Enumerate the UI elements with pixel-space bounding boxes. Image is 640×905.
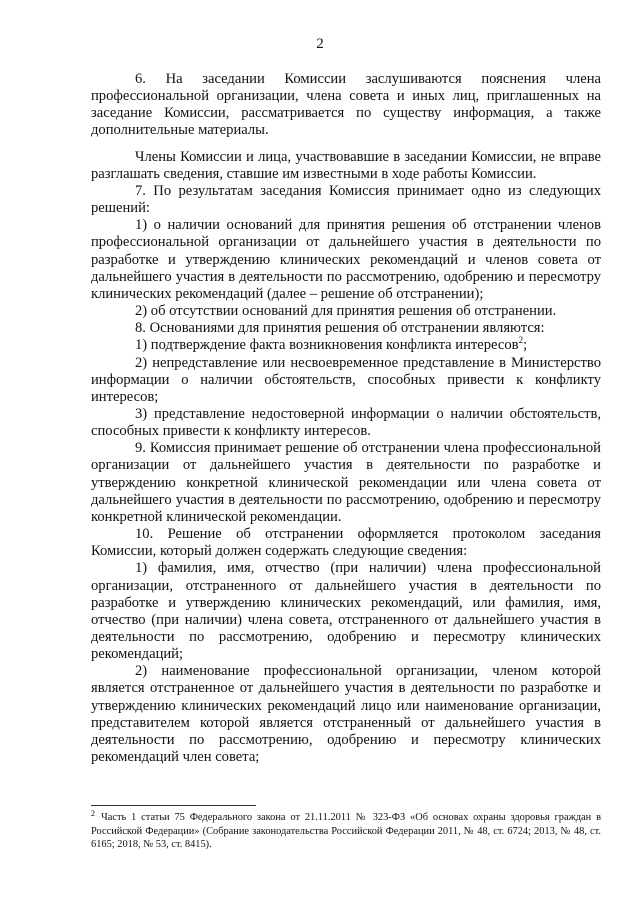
paragraph-10-item-1: 1) фамилия, имя, отчество (при наличии) члена профессиональной организации, отстраненного от дальнейшего участия в деятельности по разработке и утверждению клинических рекомендаций, или фамилия, имя, отчество (при наличии) члена совета, отстраненного от дальнейшего участия в деятельности по рассмотрению, одобрению и пересмотру клинических рекомендаций;	[91, 560, 601, 663]
paragraph-8-item-1	[91, 337, 601, 354]
paragraph-8-item-3: 3) представление недостоверной информации о наличии обстоятельств, способных привести к конфликту интересов.	[91, 405, 601, 440]
paragraph-8: 8. Основаниями для принятия решения об отстранении являются:	[135, 320, 545, 337]
page-number: 2	[316, 36, 324, 52]
footnote	[91, 808, 601, 852]
paragraph-10-item-2: 2) наименование профессиональной организации, членом которой является отстраненное от дальнейшего участия в деятельности по разработке и утверждению клинических рекомендаций лицо или наименование организации, представителем которой является отстраненный от дальнейшего участия в деятельности по рассмотрению, одобрению и пересмотру клинических рекомендаций член совета;	[91, 663, 601, 766]
footnote-reference[interactable]: 2	[518, 335, 524, 346]
document-body	[91, 71, 601, 766]
paragraph-8-item-2: 2) непредставление или несвоевременное представление в Министерство информации о наличии обстоятельств, способных привести к конфликту интересов;	[91, 354, 601, 405]
paragraph-10: 10. Решение об отстранении оформляется протоколом заседания Комиссии, который должен содержать следующие сведения:	[91, 526, 601, 560]
footnote-text: Часть 1 статьи 75 Федерального закона от 21.11.2011 № 323-ФЗ «Об основах охраны здоровья граждан в Российской Федерации» (Собрание законодательства Российской Федерации 2011, № 48, ст. 6724; 2013, № 48, ст. 6165; 2018, № 53, ст. 8415).	[91, 812, 601, 850]
paragraph-8-item-1-text: 1) подтверждение факта возникновения конфликта интересов	[135, 337, 519, 354]
footnote-mark: 2	[91, 808, 95, 818]
paragraph-8-item-1-end: ;	[523, 337, 528, 354]
paragraph-7-item-1: 1) о наличии оснований для принятия решения об отстранении членов профессиональной организации от дальнейшего участия в деятельности по разработке и утверждению клинических рекомендаций и членов совета от дальнейшего участия в деятельности по рассмотрению, одобрению и пересмотру клинических рекомендаций (далее – решение об отстранении);	[91, 217, 601, 302]
paragraph-confidentiality: Члены Комиссии и лица, участвовавшие в заседании Комиссии, не вправе разглашать сведения, ставшие им известными в ходе работы Комиссии.	[91, 148, 601, 182]
paragraph-9: 9. Комиссия принимает решение об отстранении члена профессиональной организации от дальнейшего участия в деятельности по разработке и утверждению конкретной клинической рекомендации или члена совета от дальнейшего участия в деятельности по рассмотрению, одобрению и пересмотру конкретной клинической рекомендации.	[91, 440, 601, 525]
paragraph-7: 7. По результатам заседания Комиссия принимает одно из следующих решений:	[91, 182, 601, 217]
paragraph-6: 6. На заседании Комиссии заслушиваются пояснения члена профессиональной организации, члена совета и иных лиц, приглашенных на заседание Комиссии, рассматривается по существу информация, а также дополнительные материалы.	[91, 71, 601, 139]
footnote-divider	[91, 805, 256, 806]
paragraph-7-item-2: 2) об отсутствии оснований для принятия решения об отстранении.	[135, 303, 557, 320]
